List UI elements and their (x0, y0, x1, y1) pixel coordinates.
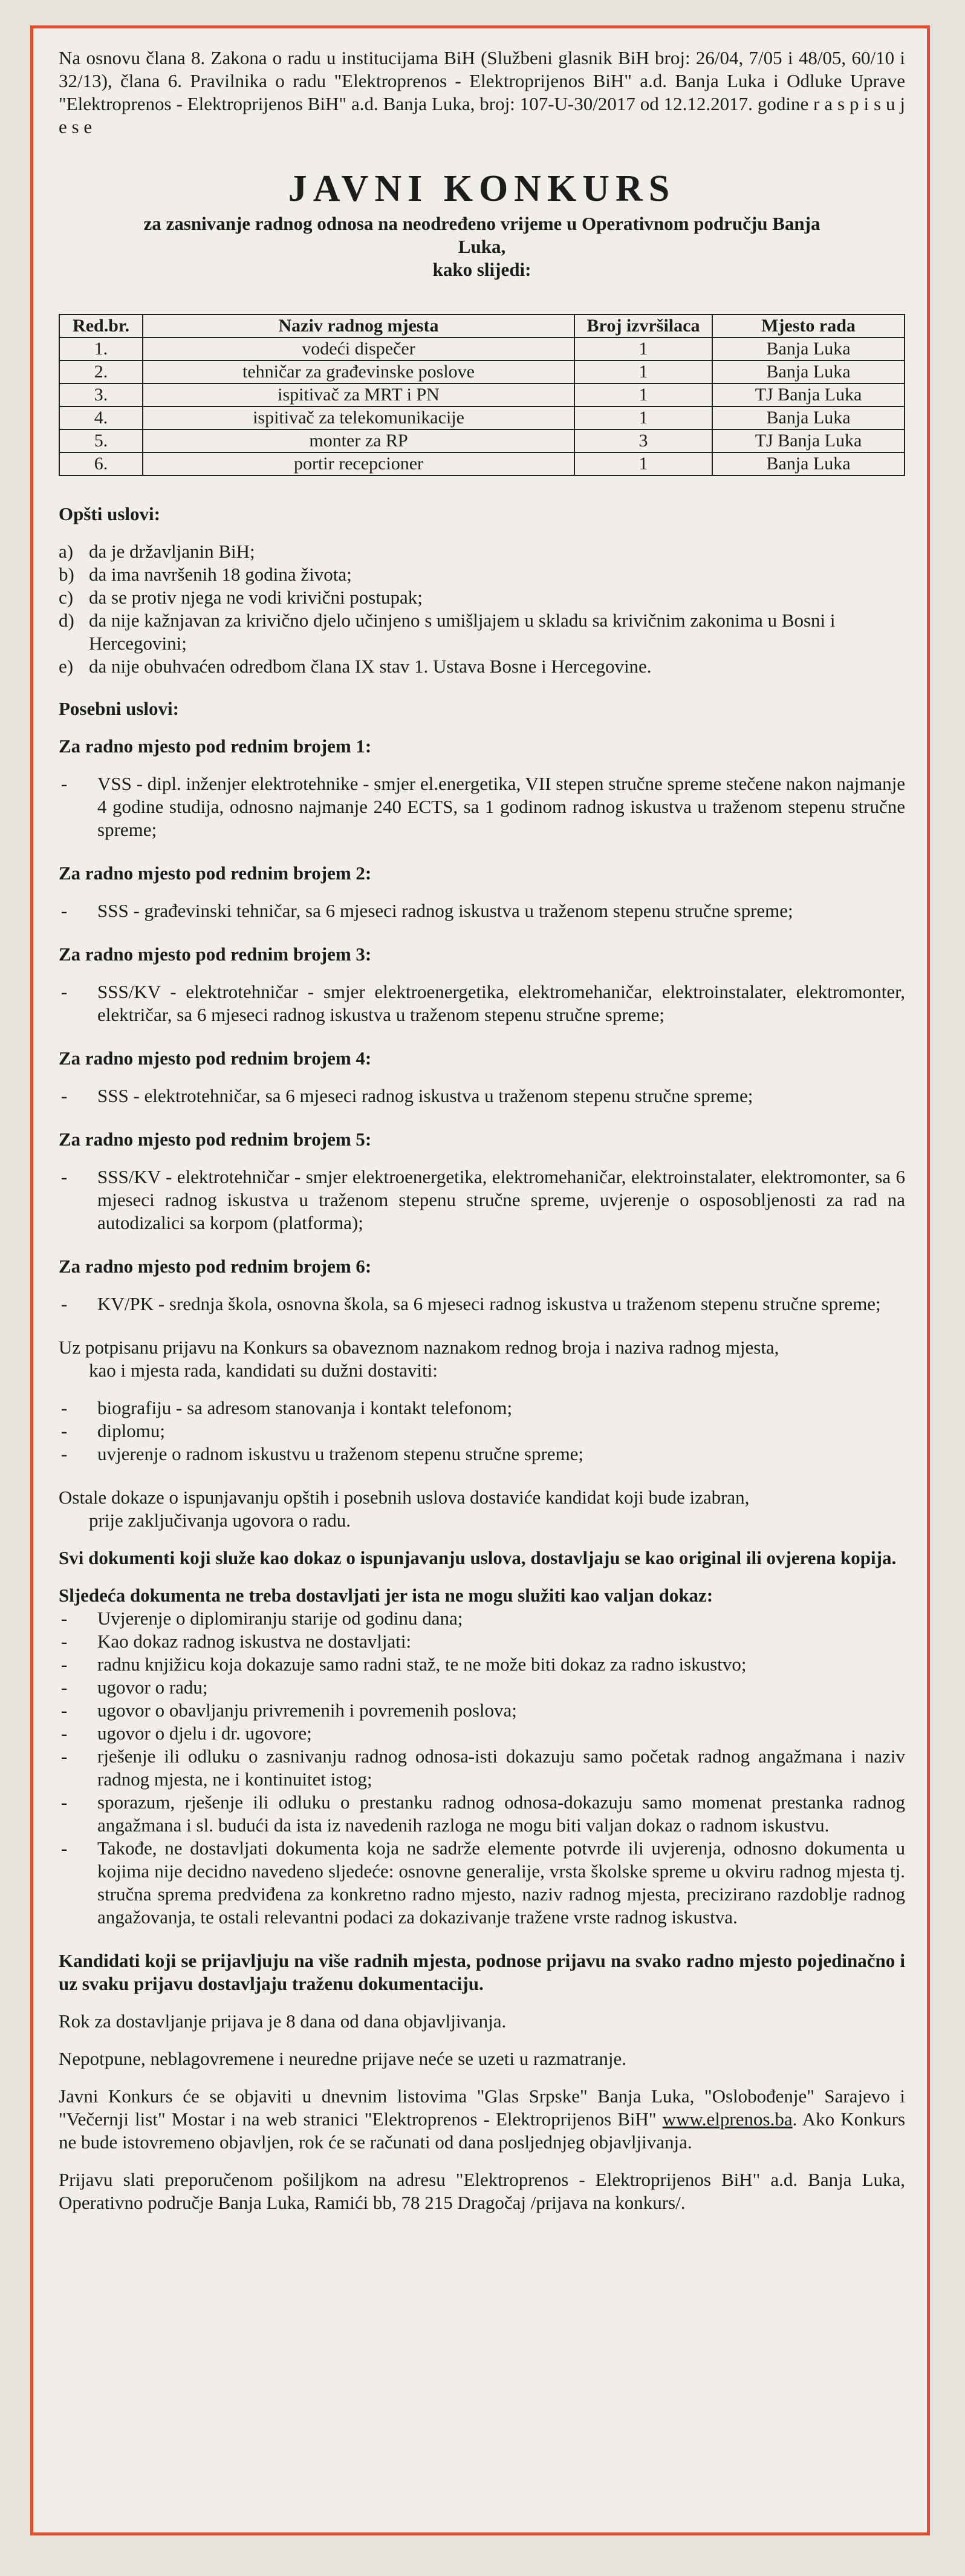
subtitle-line: za zasnivanje radnog odnosa na neodređeno vrijeme u Operativnom području Banja (143, 213, 820, 234)
table-cell: tehničar za građevinske poslove (143, 360, 574, 383)
list-item (59, 1630, 905, 1653)
position-heading: Za radno mjesto pod rednim brojem 6: (59, 1256, 372, 1277)
list-item (59, 609, 905, 655)
notice-content (59, 47, 905, 2229)
website-link[interactable]: www.elprenos.ba (662, 2108, 793, 2130)
list-item-text: ugovor o djelu i dr. ugovore; (97, 1723, 312, 1744)
list-item (59, 655, 905, 678)
list-item-text: uvjerenje o radnom iskustvu u traženom stepenu stručne spreme; (97, 1443, 584, 1464)
publication-text (59, 2085, 905, 2154)
list-marker: - (61, 773, 68, 794)
apply-text-line: Uz potpisanu prijavu na Konkurs sa obaveznom naznakom rednog broja i naziva radnog mjesta, (59, 1337, 779, 1358)
list-item (59, 1722, 905, 1745)
notice-frame (30, 25, 930, 2535)
mailing-address-text: Prijavu slati preporučenom pošiljkom na adresu "Elektroprenos - Elektroprijenos BiH" a.d. Banja Luka, Operativno područje Banja Luka, Ramići bb, 78 215 Dragočaj /prijava na konkurs/. (59, 2169, 905, 2213)
table-row (59, 452, 905, 475)
requirement-text: KV/PK - srednja škola, osnovna škola, sa 6 mjeseci radnog iskustva u traženom stepenu stručne spreme; (97, 1293, 881, 1314)
table-cell: 4. (59, 406, 143, 429)
list-marker: - (61, 1608, 68, 1629)
list-item-text: Uvjerenje o diplomiranju starije od godinu dana; (97, 1608, 463, 1629)
list-marker: - (61, 1397, 68, 1418)
column-header: Mjesto rada (712, 315, 905, 337)
position-requirement (59, 772, 905, 841)
table-row (59, 337, 905, 360)
positions-table (59, 314, 905, 476)
list-marker: b) (59, 564, 74, 585)
table-cell: Banja Luka (712, 360, 905, 383)
publication-text-part: . Ako Konkurs ne bude istovremeno objavljen, rok će se računati od dana posljednjeg objavljivanja. (59, 2108, 906, 2153)
required-documents-list (59, 1397, 905, 1466)
table-cell: monter za RP (143, 429, 574, 452)
column-header: Red.br. (59, 315, 143, 337)
publication-text-part: Javni Konkurs će se objaviti u dnevnim listovima "Glas Srpske" Banja Luka, "Oslobođenje" Sarajevo i "Večernji list" Mostar i na web stranici "Elektroprenos - Elektroprijenos BiH" (59, 2085, 905, 2130)
table-cell: 1 (574, 406, 712, 429)
table-cell: 1 (574, 383, 712, 406)
position-requirement (59, 899, 905, 922)
list-item (59, 1676, 905, 1699)
list-marker: - (61, 1085, 68, 1106)
page-title: JAVNI KONKURS (288, 168, 676, 209)
list-item-text: da ima navršenih 18 godina života; (89, 564, 352, 585)
table-cell: Banja Luka (712, 452, 905, 475)
position-heading: Za radno mjesto pod rednim brojem 3: (59, 944, 372, 965)
table-cell: Banja Luka (712, 406, 905, 429)
other-evidence-text (59, 1486, 905, 1532)
list-item-text: ugovor o obavljanju privremenih i povremenih poslova; (97, 1700, 517, 1721)
list-item-text: Takođe, ne dostavljati dokumenta koja ne sadrže elemente potvrde ili uvjerenja, odnosno dokumenta u kojima nije decidno navedeno sljedeće: osnovne generalije, vrsta školske spreme u okviru radnog mjesta tj. stručna sprema predviđena za konkretno radno mjesto, naziv radnog mjesta, precizirano razdoblje radnog angažovanja, te ostali relevantni podaci za dokazivanje tražene vrste radnog iskustva. (97, 1837, 905, 1928)
requirement-text: SSS/KV - elektrotehničar - smjer elektroenergetika, elektromehaničar, elektroinstalater, elektromonter, sa 6 mjeseci radnog iskustva u traženom stepenu stručne spreme, uvjerenje o osposobljenosti za rad na autodizalici sa korpom (platforma); (97, 1166, 905, 1233)
list-marker: - (61, 1631, 68, 1652)
list-item (59, 1653, 905, 1676)
table-cell: 1. (59, 337, 143, 360)
table-cell: 3. (59, 383, 143, 406)
table-cell: ispitivač za MRT i PN (143, 383, 574, 406)
intro-paragraph: Na osnovu člana 8. Zakona o radu u institucijama BiH (Službeni glasnik BiH broj: 26/04, 7/05 i 48/05, 60/10 i 32/13), člana 6. Pravilnika o radu "Elektroprenos - Elektroprijenos BiH" a.d. Banja Luka i Odluke Uprave "Elektroprenos - Elektroprijenos BiH" a.d. Banja Luka, broj: 107-U-30/2017 od 12.12.2017. godine r a s p i s u j e s e (59, 47, 905, 137)
requirement-text: SSS - građevinski tehničar, sa 6 mjeseci radnog iskustva u traženom stepenu stručne spreme; (97, 900, 793, 921)
table-cell: TJ Banja Luka (712, 383, 905, 406)
table-header-row (59, 315, 905, 337)
list-marker: - (61, 1293, 68, 1314)
list-marker: - (61, 1677, 68, 1698)
table-cell: 1 (574, 452, 712, 475)
subtitle-line: Luka, (458, 236, 506, 257)
list-item (59, 1397, 905, 1420)
special-conditions-heading: Posebni uslovi: (59, 698, 179, 719)
multiple-positions-note: Kandidati koji se prijavljuju na više radnih mjesta, podnose prijavu na svako radno mjesto pojedinačno i uz svaku prijavu dostavljaju traženu dokumentaciju. (59, 1950, 905, 1994)
invalid-documents-list (59, 1607, 905, 1929)
list-marker: - (61, 1420, 68, 1441)
subtitle (59, 212, 905, 281)
deadline-text: Rok za dostavljanje prijava je 8 dana od dana objavljivanja. (59, 2010, 507, 2032)
general-conditions-heading: Opšti uslovi: (59, 503, 160, 524)
table-cell: 1 (574, 337, 712, 360)
position-requirement (59, 1084, 905, 1107)
list-marker: - (61, 1166, 68, 1187)
table-cell: vodeći dispečer (143, 337, 574, 360)
table-row (59, 383, 905, 406)
list-marker: - (61, 900, 68, 921)
list-marker: - (61, 1654, 68, 1675)
original-documents-note: Svi dokumenti koji služe kao dokaz o ispunjavanju uslova, dostavljaju se kao original ili ovjerena kopija. (59, 1547, 897, 1568)
list-item-text: diplomu; (97, 1420, 165, 1441)
requirement-text: SSS - elektrotehničar, sa 6 mjeseci radnog iskustva u traženom stepenu stručne spreme; (97, 1085, 753, 1106)
position-requirement (59, 1166, 905, 1234)
table-cell: 3 (574, 429, 712, 452)
table-cell: Banja Luka (712, 337, 905, 360)
list-item-text: ugovor o radu; (97, 1677, 208, 1698)
list-item (59, 563, 905, 586)
other-evidence-line: prije zaključivanja ugovora o radu. (89, 1510, 351, 1531)
list-item-text: sporazum, rješenje ili odluku o prestanku radnog odnosa-dokazuju samo momenat prestanka radnog angažmana i sl. budući da ista iz navedenih razloga ne mogu biti valjan dokaz o radnom iskustvu. (97, 1792, 905, 1836)
column-header: Naziv radnog mjesta (143, 315, 574, 337)
position-requirement (59, 980, 905, 1026)
table-cell: 6. (59, 452, 143, 475)
list-marker: a) (59, 541, 74, 562)
list-marker: e) (59, 656, 74, 677)
list-item-text: radnu knjižicu koja dokazuje samo radni staž, te ne može biti dokaz za radno iskustvo; (97, 1654, 747, 1675)
position-heading: Za radno mjesto pod rednim brojem 1: (59, 735, 372, 757)
list-marker: - (61, 1700, 68, 1721)
requirement-text: SSS/KV - elektrotehničar - smjer elektroenergetika, elektromehaničar, elektroinstalater, elektromonter, električar, sa 6 mjeseci radnog iskustva u traženom stepenu stručne spreme; (97, 981, 905, 1025)
position-heading: Za radno mjesto pod rednim brojem 4: (59, 1048, 372, 1069)
list-item-text: da se protiv njega ne vodi krivični postupak; (89, 587, 423, 608)
table-row (59, 406, 905, 429)
position-heading: Za radno mjesto pod rednim brojem 2: (59, 862, 372, 884)
list-marker: - (61, 981, 68, 1002)
incomplete-applications-text: Nepotpune, neblagovremene i neuredne prijave neće se uzeti u razmatranje. (59, 2048, 627, 2069)
list-marker: d) (59, 610, 74, 631)
subtitle-line: kako slijedi: (432, 259, 531, 280)
list-item (59, 1607, 905, 1630)
list-marker: - (61, 1837, 68, 1859)
list-item (59, 1837, 905, 1929)
column-header: Broj izvršilaca (574, 315, 712, 337)
list-marker: - (61, 1443, 68, 1464)
other-evidence-line: Ostale dokaze o ispunjavanju opštih i posebnih uslova dostaviće kandidat koji bude izabran, (59, 1487, 750, 1508)
list-item-text: da nije kažnjavan za krivično djelo učinjeno s umišljajem u skladu sa krivičnim zakonima u Bosni i Hercegovini; (89, 610, 836, 654)
apply-text-line: kao i mjesta rada, kandidati su dužni dostaviti: (89, 1360, 438, 1381)
list-marker: - (61, 1792, 68, 1813)
list-item (59, 586, 905, 609)
invalid-documents-heading: Sljedeća dokumenta ne treba dostavljati jer ista ne mogu služiti kao valjan dokaz: (59, 1585, 713, 1606)
table-cell: portir recepcioner (143, 452, 574, 475)
table-cell: TJ Banja Luka (712, 429, 905, 452)
list-marker: c) (59, 587, 74, 608)
position-requirement (59, 1293, 905, 1316)
table-cell: 5. (59, 429, 143, 452)
list-marker: - (61, 1746, 68, 1767)
list-item (59, 1420, 905, 1443)
table-cell: ispitivač za telekomunikacije (143, 406, 574, 429)
list-item (59, 1791, 905, 1837)
list-marker: - (61, 1723, 68, 1744)
list-item-text: biografiju - sa adresom stanovanja i kontakt telefonom; (97, 1397, 513, 1418)
requirement-text: VSS - dipl. inženjer elektrotehnike - smjer el.energetika, VII stepen stručne spreme stečene nakon najmanje 4 godine studija, odnosno najmanje 240 ECTS, sa 1 godinom radnog iskustva u traženom stepenu stručne spreme; (97, 773, 905, 840)
special-conditions-list (59, 735, 905, 1316)
list-item (59, 1699, 905, 1722)
position-heading: Za radno mjesto pod rednim brojem 5: (59, 1129, 372, 1150)
list-item (59, 540, 905, 563)
general-conditions-list (59, 540, 905, 678)
list-item (59, 1443, 905, 1466)
table-cell: 1 (574, 360, 712, 383)
table-cell: 2. (59, 360, 143, 383)
apply-text (59, 1336, 905, 1382)
list-item-text: da je državljanin BiH; (89, 541, 255, 562)
list-item-text: da nije obuhvaćen odredbom člana IX stav 1. Ustava Bosne i Hercegovine. (89, 656, 652, 677)
list-item (59, 1745, 905, 1791)
list-item-text: rješenje ili odluku o zasnivanju radnog odnosa-isti dokazuju samo početak radnog angažmana i naziv radnog mjesta, ne i kontinuitet istog; (97, 1746, 905, 1790)
table-row (59, 360, 905, 383)
list-item-text: Kao dokaz radnog iskustva ne dostavljati: (97, 1631, 412, 1652)
table-row (59, 429, 905, 452)
